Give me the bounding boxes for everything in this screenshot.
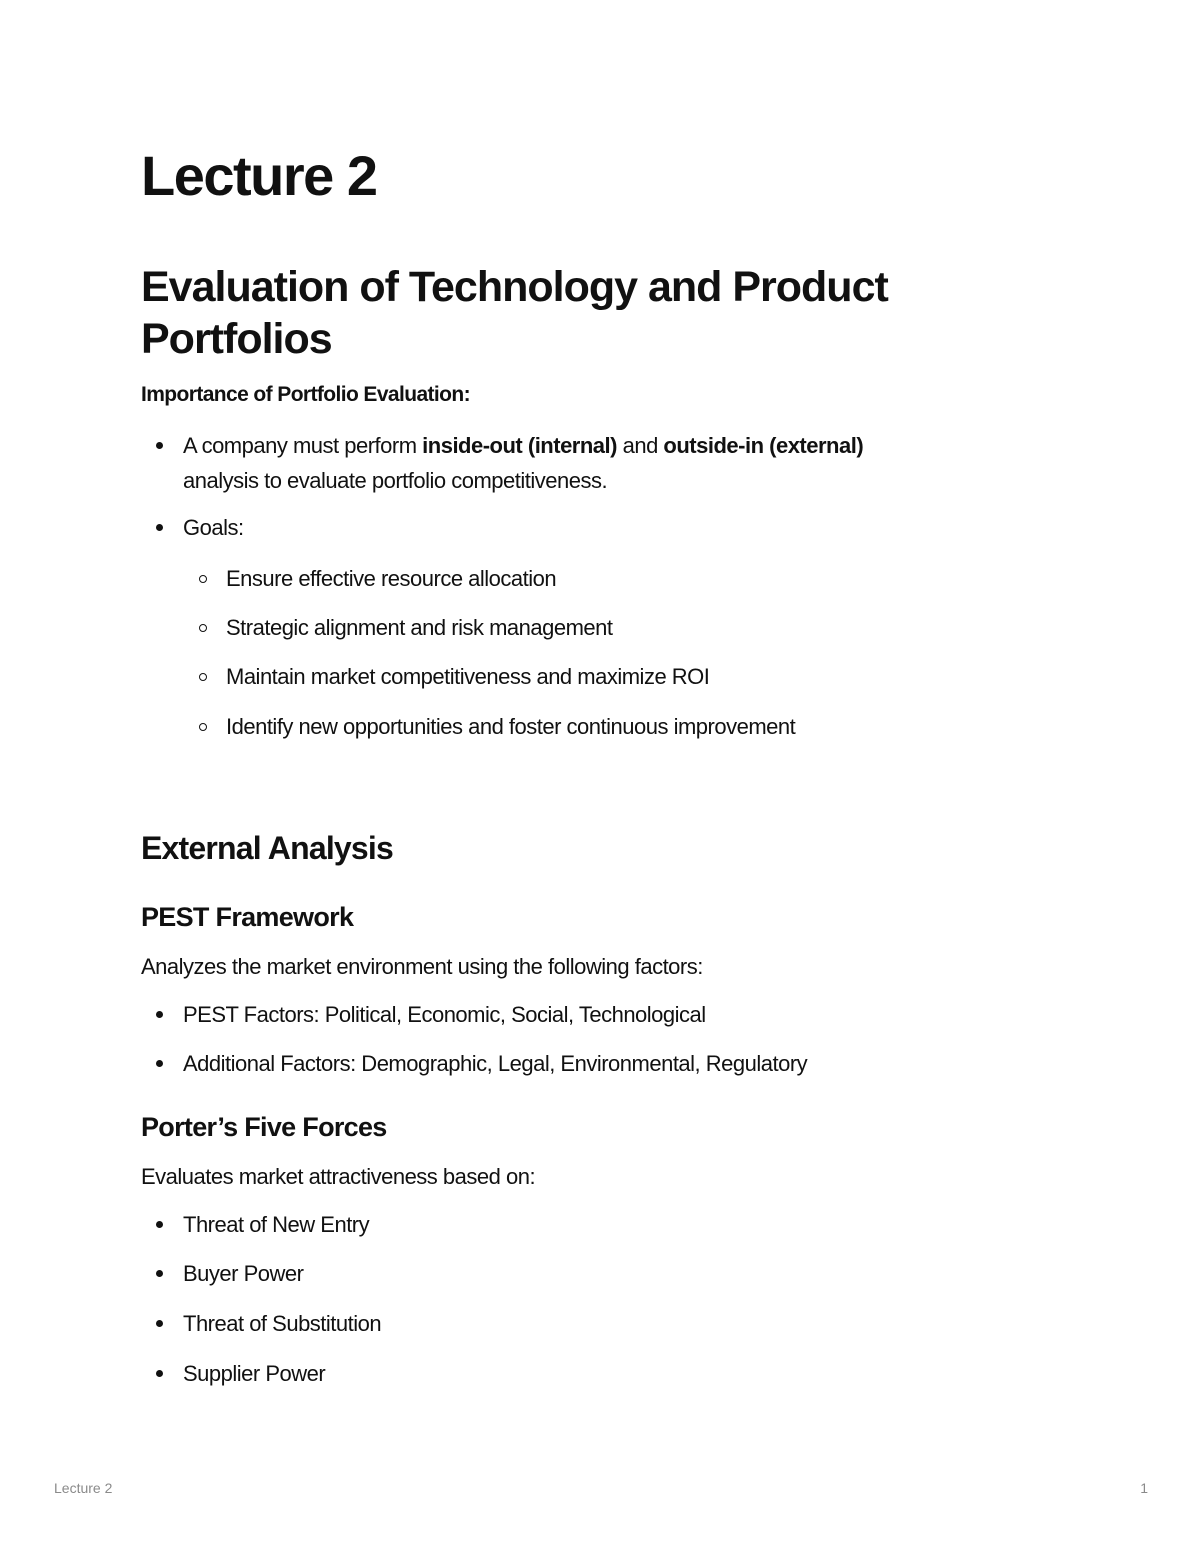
importance-label: Importance of Portfolio Evaluation:	[141, 383, 471, 406]
bullet-icon	[156, 524, 163, 531]
sub-list-item	[226, 564, 556, 594]
bullet-icon	[156, 442, 163, 449]
list-item	[183, 428, 863, 464]
footer-page-number: 1	[1140, 1480, 1148, 1496]
bullet-text: and	[616, 433, 664, 458]
bullet-icon	[156, 1370, 163, 1377]
sub-list-item	[226, 662, 709, 692]
sub-list-text: Strategic alignment and risk management	[226, 615, 613, 640]
list-item	[183, 1046, 807, 1082]
porter-intro: Evaluates market attractiveness based on:	[141, 1164, 536, 1189]
bullet-icon	[156, 1011, 163, 1018]
bullet-text: Goals:	[183, 515, 244, 540]
bullet-text: Threat of New Entry	[183, 1212, 370, 1237]
bullet-icon	[156, 1060, 163, 1067]
sub-list-text: Maintain market competitiveness and maximize ROI	[226, 664, 710, 689]
subheading-porters-five-forces: Porter’s Five Forces	[141, 1112, 387, 1142]
bullet-continuation: analysis to evaluate portfolio competitiveness.	[183, 468, 608, 493]
bold-term-external: outside-in (external)	[663, 433, 864, 458]
bullet-text: Additional Factors: Demographic, Legal, Environmental, Regulatory	[183, 1051, 808, 1076]
sub-list-text: Identify new opportunities and foster continuous improvement	[226, 714, 796, 739]
hollow-bullet-icon	[199, 673, 207, 681]
subheading-pest-framework: PEST Framework	[141, 902, 354, 932]
footer-document-title: Lecture 2	[54, 1480, 113, 1496]
list-item-goals	[183, 510, 244, 546]
hollow-bullet-icon	[199, 575, 207, 583]
bullet-text: Threat of Substitution	[183, 1311, 382, 1336]
bullet-icon	[156, 1221, 163, 1228]
bullet-text: Buyer Power	[183, 1261, 304, 1286]
list-item	[183, 1256, 303, 1292]
page-title: Lecture 2	[141, 144, 377, 207]
bullet-text: PEST Factors: Political, Economic, Social, Technological	[183, 1002, 706, 1027]
hollow-bullet-icon	[199, 624, 207, 632]
bullet-icon	[156, 1320, 163, 1327]
sub-list-text: Ensure effective resource allocation	[226, 566, 557, 591]
section-heading-external-analysis: External Analysis	[141, 830, 394, 866]
bold-term-internal: inside-out (internal)	[422, 433, 617, 458]
bullet-text: A company must perform	[183, 433, 423, 458]
sub-list-item	[226, 712, 795, 742]
hollow-bullet-icon	[199, 723, 207, 731]
pest-intro: Analyzes the market environment using the following factors:	[141, 954, 703, 979]
list-item	[183, 1356, 325, 1392]
list-item	[183, 997, 706, 1033]
bullet-text: Supplier Power	[183, 1361, 326, 1386]
bullet-icon	[156, 1270, 163, 1277]
list-item	[183, 1306, 381, 1342]
list-item	[183, 1207, 369, 1243]
sub-list-item	[226, 613, 613, 643]
section-heading-portfolios: Evaluation of Technology and Product Portfolios	[141, 263, 888, 363]
